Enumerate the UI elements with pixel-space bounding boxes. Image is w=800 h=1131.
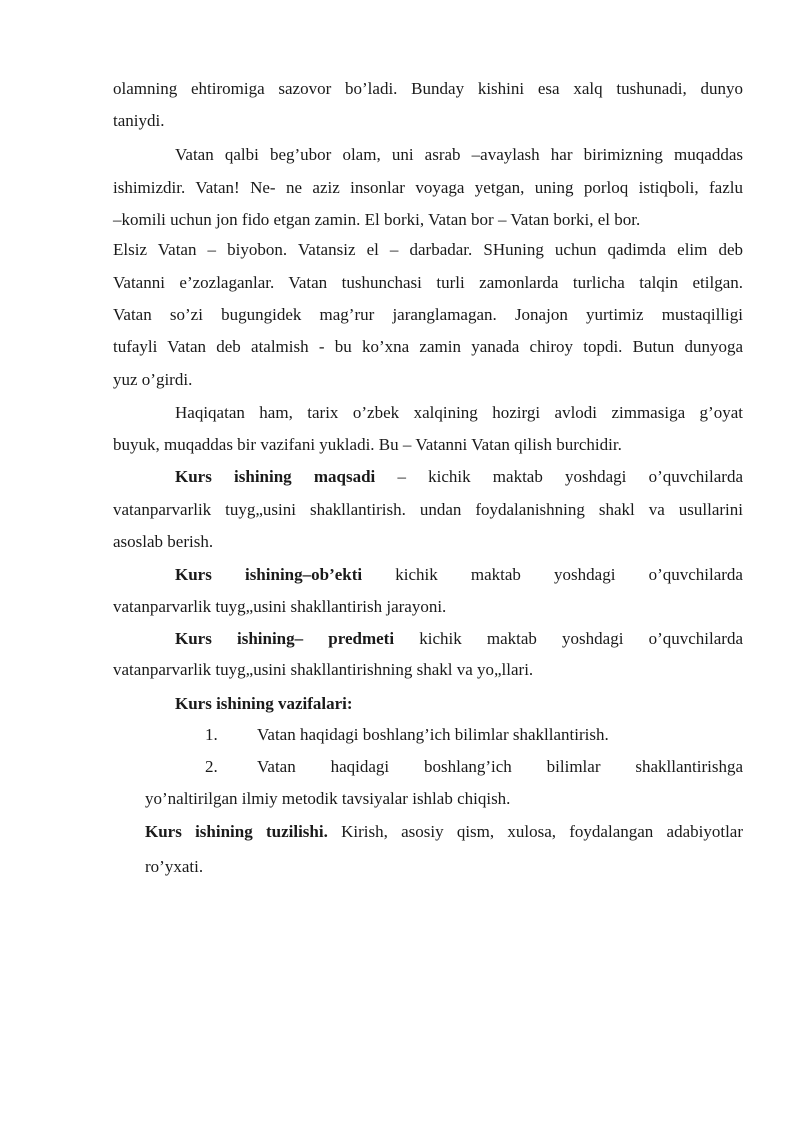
paragraph-line: asoslab berish. bbox=[113, 532, 214, 551]
paragraph-line: Vatan qalbi beg’ubor olam, uni asrab –avaylash har birimizning muqaddas bbox=[175, 145, 743, 164]
paragraph-line: yuz o’girdi. bbox=[113, 370, 193, 389]
list-number: 1. bbox=[205, 725, 218, 744]
maqsad-label: Kurs ishining maqsadi bbox=[175, 467, 376, 486]
paragraph-line: tufayli Vatan deb atalmish - bu ko’xna zamin yanada chiroy topdi. Butun dunyoga bbox=[113, 337, 743, 356]
list-item: Vatan haqidagi boshlang’ich bilimlar shakllantirish. bbox=[257, 725, 609, 744]
paragraph-line: vatanparvarlik tuyg„usini shakllantirish. undan foydalanishning shakl va usullarini bbox=[113, 500, 743, 519]
paragraph-line: Haqiqatan ham, tarix o’zbek xalqining hozirgi avlodi zimmasiga g’oyat bbox=[175, 403, 743, 422]
list-number: 2. bbox=[205, 757, 218, 776]
list-item-continuation: yo’naltirilgan ilmiy metodik tavsiyalar ishlab chiqish. bbox=[145, 789, 511, 808]
predmet-label: Kurs ishining– predmeti bbox=[175, 629, 395, 648]
paragraph-line: taniydi. bbox=[113, 111, 165, 130]
maqsad-text: – kichik maktab yoshdagi o’quvchilarda bbox=[375, 467, 743, 486]
paragraph-line: Vatan so’zi bugungidek mag’rur jaranglamagan. Jonajon yurtimiz mustaqilligi bbox=[113, 305, 743, 324]
vazifalar-heading: Kurs ishining vazifalari: bbox=[175, 694, 353, 713]
tuzilishi-line bbox=[145, 822, 743, 842]
paragraph-line: vatanparvarlik tuyg„usini shakllantirish jarayoni. bbox=[113, 597, 447, 616]
paragraph-line: vatanparvarlik tuyg„usini shakllantirishning shakl va yo„llari. bbox=[113, 660, 534, 679]
paragraph-line: Vatanni e’zozlaganlar. Vatan tushunchasi turli zamonlarda turlicha talqin etilgan. bbox=[113, 273, 743, 292]
paragraph-line: –komili uchun jon fido etgan zamin. El borki, Vatan bor – Vatan borki, el bor. bbox=[113, 210, 641, 229]
tuzilishi-label: Kurs ishining tuzilishi. bbox=[145, 822, 328, 841]
paragraph-line: buyuk, muqaddas bir vazifani yukladi. Bu – Vatanni Vatan qilish burchidir. bbox=[113, 435, 622, 454]
list-item: Vatan haqidagi boshlang’ich bilimlar shakllantirishga bbox=[257, 757, 743, 776]
obekt-text: kichik maktab yoshdagi o’quvchilarda bbox=[362, 565, 743, 584]
paragraph-line: ishimizdir. Vatan! Ne- ne aziz insonlar voyaga yetgan, uning porloq istiqboli, fazlu bbox=[113, 178, 743, 197]
paragraph-line: olamning ehtiromiga sazovor bo’ladi. Bunday kishini esa xalq tushunadi, dunyo bbox=[113, 79, 743, 98]
obekt-label: Kurs ishining–ob’ekti bbox=[175, 565, 363, 584]
predmet-text: kichik maktab yoshdagi o’quvchilarda bbox=[394, 629, 743, 648]
obekt-line bbox=[175, 565, 743, 585]
paragraph-line: Elsiz Vatan – biyobon. Vatansiz el – darbadar. SHuning uchun qadimda elim deb bbox=[113, 240, 743, 259]
maqsad-line bbox=[175, 467, 743, 487]
paragraph-line: ro’yxati. bbox=[145, 857, 204, 876]
tuzilishi-text: Kirish, asosiy qism, xulosa, foydalangan adabiyotlar bbox=[327, 822, 743, 841]
predmet-line bbox=[175, 629, 743, 649]
